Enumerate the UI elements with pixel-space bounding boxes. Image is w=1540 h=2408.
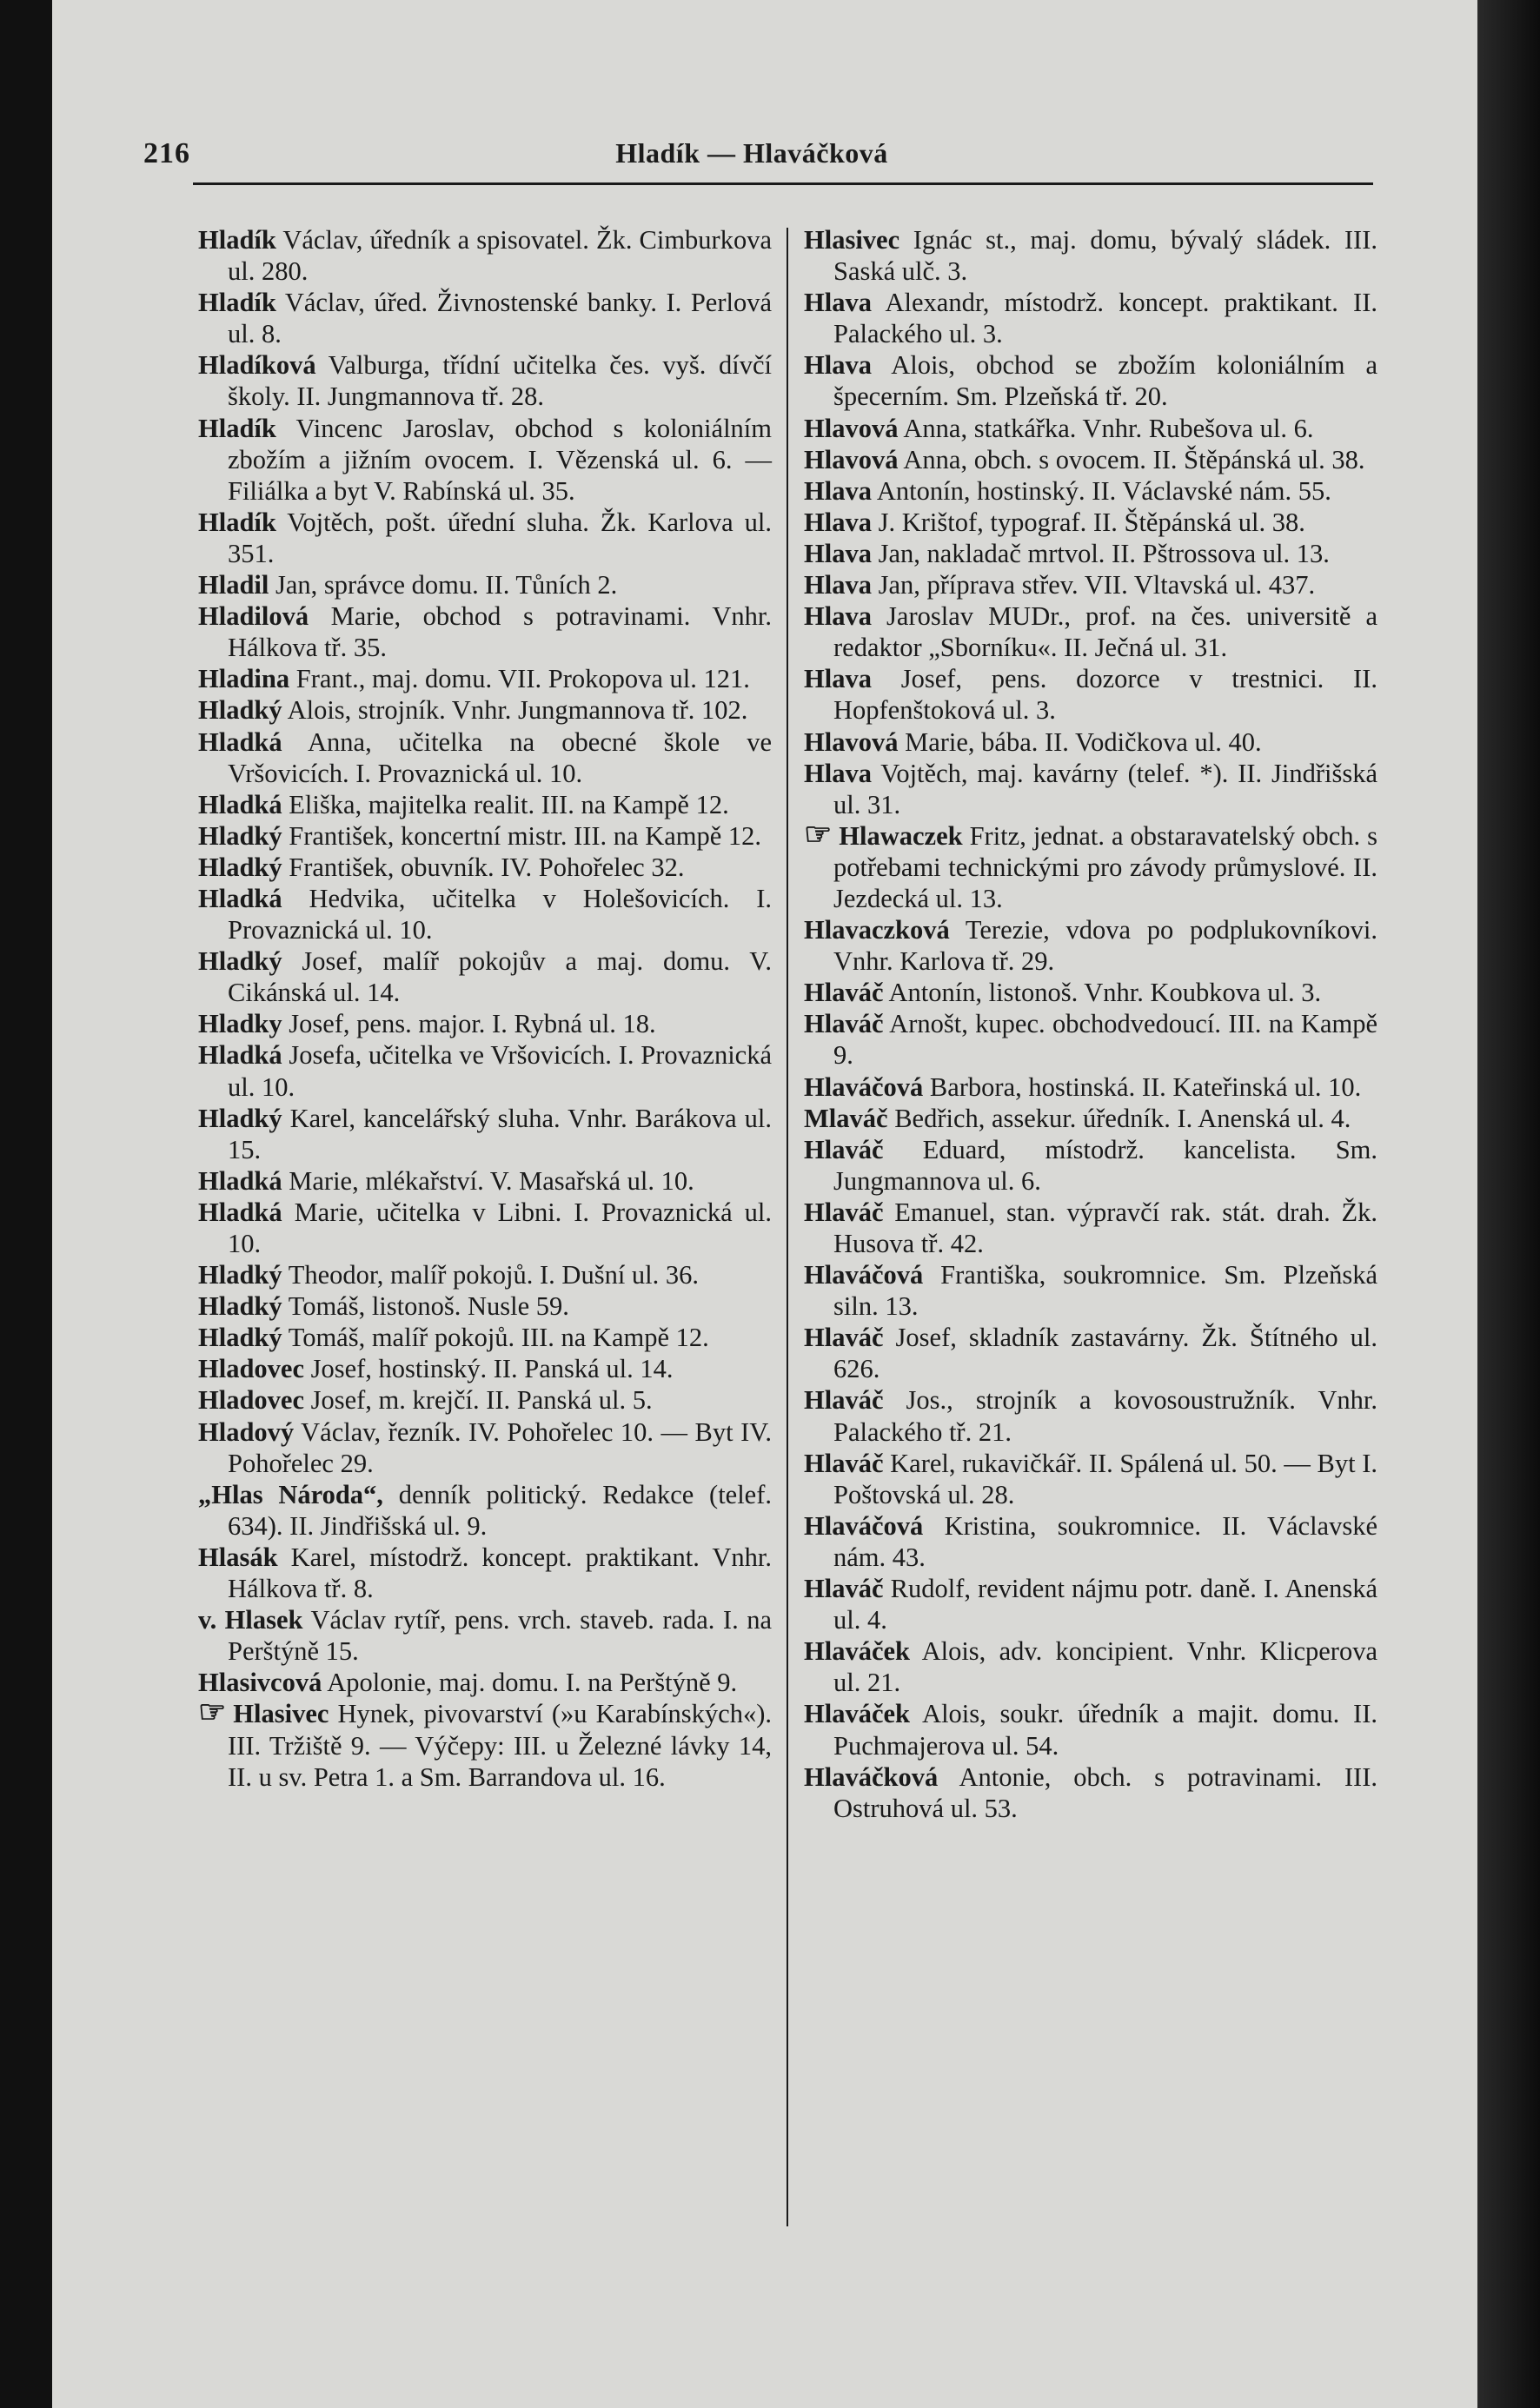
entry-details: Fritz, jednat. a obstaravatelský obch. s potřebami technickými pro závody průmyslové. II. Jezdecká ul. 13.: [833, 820, 1377, 913]
entry-details: Anna, statkářka. Vnhr. Rubešova ul. 6.: [898, 413, 1314, 443]
directory-entry: [198, 1008, 772, 1039]
entry-name: Hlavová: [804, 444, 899, 474]
entry-name: Hladká: [198, 1040, 282, 1071]
entry-details: Alois, strojník. Vnhr. Jungmannova tř. 102.: [282, 695, 748, 726]
entry-details: Terezie, vdova po podplukovníkovi. Vnhr. Karlova tř. 29.: [833, 915, 1377, 977]
entry-details: Marie, bába. II. Vodičkova ul. 40.: [898, 726, 1262, 757]
entry-name: Hlava: [804, 507, 872, 537]
directory-entry: [804, 1322, 1377, 1384]
directory-entry: [198, 1695, 772, 1792]
entry-name: Hlaváč: [804, 1448, 884, 1478]
entry-name: Hlava: [804, 570, 872, 600]
entry-details: Rudolf, revident nájmu potr. daně. I. Anenská ul. 4.: [833, 1574, 1377, 1635]
directory-entry: [198, 349, 772, 412]
directory-entry: [198, 945, 772, 1008]
entry-details: Františka, soukromnice. Sm. Plzeňská siln. 13.: [833, 1260, 1377, 1322]
directory-entry: [198, 569, 772, 600]
pointing-hand-icon: ☞: [198, 1695, 227, 1730]
entry-name: Hlasivcová: [198, 1668, 322, 1698]
directory-entry: [804, 977, 1377, 1008]
entry-details: Marie, mlékařství. V. Masařská ul. 10.: [282, 1165, 694, 1196]
entry-name: Hlava: [804, 664, 872, 694]
entry-name: „Hlas Národa“,: [198, 1479, 383, 1509]
entry-name: Hladovec: [198, 1354, 304, 1384]
directory-entry: [198, 1479, 772, 1542]
directory-entry: [804, 1448, 1377, 1510]
entry-name: Hladký: [198, 820, 282, 851]
entry-details: František, obuvník. IV. Pohořelec 32.: [282, 852, 685, 882]
page-header: [143, 137, 1360, 181]
directory-entry: [804, 758, 1377, 820]
entry-name: Hladík: [198, 413, 276, 443]
entry-details: Eduard, místodrž. kancelista. Sm. Jungmannova ul. 6.: [833, 1134, 1377, 1196]
entry-details: Jos., strojník a kovosoustružník. Vnhr. Palackého tř. 21.: [833, 1385, 1377, 1447]
directory-entry: [804, 1761, 1377, 1824]
directory-entry: [198, 1322, 772, 1353]
directory-entry: [198, 413, 772, 507]
entry-name: Hlaváček: [804, 1699, 910, 1729]
entry-details: Tomáš, listonoš. Nusle 59.: [282, 1291, 569, 1322]
book-spine-shadow: [1477, 0, 1540, 2408]
entry-name: Hlava: [804, 288, 872, 318]
entry-name: Hladil: [198, 570, 269, 600]
entry-name: Hladký: [198, 1103, 282, 1133]
entry-name: Mlaváč: [804, 1103, 888, 1133]
entry-name: Hladík: [198, 225, 276, 255]
entry-name: Hlaváčová: [804, 1510, 924, 1541]
entry-name: Hlasák: [198, 1542, 278, 1572]
directory-entry: [198, 507, 772, 569]
entry-details: Josefa, učitelka ve Vršovicích. I. Provaznická ul. 10.: [228, 1040, 772, 1102]
directory-entry: [198, 663, 772, 694]
directory-entry: [804, 816, 1377, 914]
entry-details: denník politický. Redakce (telef. 634). II. Jindřišská ul. 9.: [228, 1479, 772, 1541]
directory-entry: [804, 507, 1377, 538]
entry-details: Vojtěch, pošt. úřední sluha. Žk. Karlova ul. 351.: [228, 507, 772, 568]
directory-entry: [198, 1416, 772, 1479]
entry-details: Karel, rukavičkář. II. Spálená ul. 50. — Byt I. Poštovská ul. 28.: [833, 1448, 1377, 1509]
entry-details: Eliška, majitelka realit. III. na Kampě 12.: [282, 789, 729, 819]
directory-entry: [804, 1071, 1377, 1103]
entry-name: Hlasivec: [233, 1699, 329, 1729]
entry-details: Václav rytíř, pens. vrch. staveb. rada. I. na Perštýně 15.: [228, 1605, 772, 1667]
entry-details: Josef, skladník zastavárny. Žk. Štítného ul. 626.: [833, 1323, 1377, 1384]
entry-details: Bedřich, assekur. úředník. I. Anenská ul. 4.: [887, 1103, 1351, 1133]
entry-name: Hladká: [198, 883, 282, 913]
entry-details: Emanuel, stan. výpravčí rak. stát. drah. Žk. Husova tř. 42.: [833, 1197, 1377, 1258]
entry-details: Tomáš, malíř pokojů. III. na Kampě 12.: [282, 1323, 709, 1353]
directory-entry: [804, 444, 1377, 475]
entry-details: Jan, nakladač mrtvol. II. Pštrossova ul. 13.: [871, 538, 1330, 568]
entry-name: Hladilová: [198, 601, 309, 632]
entry-name: Hlava: [804, 350, 872, 381]
directory-entry: [804, 663, 1377, 726]
directory-entry: [804, 1573, 1377, 1635]
entry-details: Vojtěch, maj. kavárny (telef. *). II. Jindřišská ul. 31.: [833, 758, 1377, 819]
entry-name: Hlavová: [804, 726, 899, 757]
entry-name: Hlaváč: [804, 1574, 884, 1604]
directory-entry: [804, 224, 1377, 287]
entry-details: Apolonie, maj. domu. I. na Perštýně 9.: [322, 1668, 738, 1698]
directory-entry: [198, 1259, 772, 1290]
entry-details: Josef, pens. dozorce v trestnici. II. Hopfenštoková ul. 3.: [833, 664, 1377, 726]
entry-name: Hlasivec: [804, 225, 900, 255]
entry-details: Alois, obchod se zbožím koloniálním a špecerním. Sm. Plzeňská tř. 20.: [833, 350, 1377, 412]
directory-entry: [804, 413, 1377, 444]
entry-details: Jan, příprava střev. VII. Vltavská ul. 437.: [871, 570, 1316, 600]
entry-name: Hlaváčková: [804, 1761, 939, 1792]
directory-entry: [804, 726, 1377, 758]
entry-details: Josef, malíř pokojův a maj. domu. V. Cikánská ul. 14.: [228, 946, 772, 1008]
entry-name: Hlava: [804, 475, 872, 506]
left-column: [198, 224, 772, 1793]
directory-entry: [198, 789, 772, 820]
entry-name: Hladík: [198, 507, 276, 537]
entry-name: Hladký: [198, 1323, 282, 1353]
entry-name: Hlaváč: [804, 1009, 884, 1039]
directory-entry: [804, 287, 1377, 349]
entry-name: v. Hlasek: [198, 1605, 303, 1635]
directory-entry: [198, 1103, 772, 1165]
entry-details: J. Krištof, typograf. II. Štěpánská ul. 38.: [871, 507, 1305, 537]
directory-entry: [198, 726, 772, 789]
entry-details: Barbora, hostinská. II. Kateřinská ul. 10.: [923, 1071, 1362, 1102]
entry-details: Josef, hostinský. II. Panská ul. 14.: [304, 1354, 674, 1384]
directory-entry: [198, 1290, 772, 1322]
directory-entry: [198, 1604, 772, 1667]
entry-name: Hladká: [198, 726, 282, 757]
entry-details: Arnošt, kupec. obchodvedoucí. III. na Kampě 9.: [833, 1009, 1377, 1071]
entry-details: Hedvika, učitelka v Holešovicích. I. Provaznická ul. 10.: [228, 883, 772, 945]
entry-details: Kristina, soukromnice. II. Václavské nám. 43.: [833, 1510, 1377, 1572]
directory-entry: [198, 1667, 772, 1698]
directory-entry: [198, 1197, 772, 1259]
directory-entry: [198, 600, 772, 663]
pointing-hand-icon: ☞: [804, 816, 833, 852]
directory-entry: [804, 475, 1377, 507]
directory-entry: [804, 914, 1377, 977]
entry-name: Hladká: [198, 1197, 282, 1227]
column-divider: [787, 228, 788, 2226]
directory-entry: [198, 852, 772, 883]
entry-details: Karel, kancelářský sluha. Vnhr. Barákova ul. 15.: [228, 1103, 772, 1164]
entry-name: Hlavová: [804, 413, 899, 443]
page-number: 216: [143, 137, 190, 169]
entry-details: Antonín, listonoš. Vnhr. Koubkova ul. 3.: [883, 978, 1322, 1008]
entry-name: Hlavaczková: [804, 915, 950, 945]
entry-name: Hladina: [198, 664, 290, 694]
directory-entry: [804, 349, 1377, 412]
entry-details: Alexandr, místodrž. koncept. praktikant. II. Palackého ul. 3.: [833, 288, 1377, 349]
entry-name: Hlawaczek: [839, 820, 963, 851]
directory-entry: [198, 1039, 772, 1102]
entry-details: Václav, úřed. Živnostenské banky. I. Perlová ul. 8.: [228, 288, 772, 349]
entry-name: Hladký: [198, 1260, 282, 1290]
directory-entry: [198, 224, 772, 287]
directory-entry: [198, 287, 772, 349]
entry-details: Václav, úředník a spisovatel. Žk. Cimburkova ul. 280.: [228, 225, 772, 287]
entry-name: Hlaváček: [804, 1636, 910, 1667]
entry-name: Hladký: [198, 1291, 282, 1322]
entry-details: Alois, soukr. úředník a majit. domu. II. Puchmajerova ul. 54.: [833, 1699, 1377, 1761]
entry-name: Hlaváč: [804, 1323, 884, 1353]
entry-name: Hladový: [198, 1416, 295, 1447]
entry-name: Hladovec: [198, 1385, 304, 1416]
directory-entry: [804, 569, 1377, 600]
entry-details: František, koncertní mistr. III. na Kampě 12.: [282, 820, 762, 851]
entry-details: Hynek, pivovarství (»u Karabínských«). III. Tržiště 9. — Výčepy: III. u Železné lávky 14, II. u sv. Petra 1. a Sm. Barrandova ul. 16.: [228, 1699, 772, 1792]
directory-entry: [804, 1510, 1377, 1573]
running-head: Hladík — Hlaváčková: [615, 137, 888, 169]
entry-name: Hlaváč: [804, 1385, 884, 1416]
entry-details: Josef, m. krejčí. II. Panská ul. 5.: [304, 1385, 653, 1416]
directory-entry: [198, 1384, 772, 1416]
entry-name: Hladký: [198, 946, 282, 977]
entry-name: Hladík: [198, 288, 276, 318]
entry-details: Marie, obchod s potravinami. Vnhr. Hálkova tř. 35.: [228, 601, 772, 663]
entry-details: Karel, místodrž. koncept. praktikant. Vnhr. Hálkova tř. 8.: [228, 1542, 772, 1604]
entry-details: Josef, pens. major. I. Rybná ul. 18.: [282, 1009, 656, 1039]
entry-name: Hlaváč: [804, 1134, 884, 1164]
directory-entry: [198, 820, 772, 852]
entry-name: Hlava: [804, 758, 872, 788]
entry-name: Hladký: [198, 852, 282, 882]
entry-details: Vincenc Jaroslav, obchod s koloniálním zbožím a jižním ovocem. I. Vězenská ul. 6. — Filiálka a byt V. Rabínská ul. 35.: [228, 413, 772, 506]
entry-name: Hlaváčová: [804, 1260, 924, 1290]
entry-details: Valburga, třídní učitelka čes. vyš. dívčí školy. II. Jungmannova tř. 28.: [228, 350, 772, 412]
directory-entry: [804, 1259, 1377, 1322]
entry-details: Jan, správce domu. II. Tůních 2.: [269, 570, 618, 600]
entry-details: Jaroslav MUDr., prof. na čes. universitě a redaktor „Sborníku«. II. Ječná ul. 31.: [833, 601, 1377, 663]
entry-details: Theodor, malíř pokojů. I. Dušní ul. 36.: [282, 1260, 700, 1290]
entry-details: Anna, obch. s ovocem. II. Štěpánská ul. 38.: [898, 444, 1365, 474]
right-column: [804, 224, 1377, 1824]
entry-name: Hlava: [804, 601, 872, 632]
directory-entry: [198, 1353, 772, 1384]
directory-entry: [804, 1698, 1377, 1761]
header-rule: [193, 182, 1373, 185]
entry-details: Antonie, obch. s potravinami. III. Ostruhová ul. 53.: [833, 1761, 1377, 1823]
entry-name: Hladký: [198, 695, 282, 726]
entry-name: Hlaváčová: [804, 1071, 924, 1102]
directory-entry: [198, 1542, 772, 1604]
entry-name: Hladky: [198, 1009, 282, 1039]
directory-entry: [804, 1384, 1377, 1447]
entry-name: Hladíková: [198, 350, 316, 381]
entry-details: Anna, učitelka na obecné škole ve Vršovicích. I. Provaznická ul. 10.: [228, 726, 772, 788]
directory-entry: [804, 1103, 1377, 1134]
entry-details: Václav, řezník. IV. Pohořelec 10. — Byt IV. Pohořelec 29.: [228, 1416, 772, 1478]
entry-details: Ignác st., maj. domu, bývalý sládek. III. Saská ulč. 3.: [833, 225, 1377, 287]
directory-entry: [804, 600, 1377, 663]
directory-entry: [804, 1134, 1377, 1197]
directory-entry: [804, 1008, 1377, 1071]
entry-name: Hlaváč: [804, 978, 884, 1008]
directory-entry: [804, 1635, 1377, 1698]
directory-entry: [198, 883, 772, 945]
directory-entry: [804, 1197, 1377, 1259]
entry-name: Hladká: [198, 1165, 282, 1196]
entry-details: Frant., maj. domu. VII. Prokopova ul. 121.: [289, 664, 750, 694]
entry-details: Alois, adv. koncipient. Vnhr. Klicperova ul. 21.: [833, 1636, 1377, 1698]
entry-name: Hlaváč: [804, 1197, 884, 1227]
directory-entry: [198, 694, 772, 726]
entry-name: Hlava: [804, 538, 872, 568]
directory-entry: [804, 538, 1377, 569]
entry-details: Marie, učitelka v Libni. I. Provaznická ul. 10.: [228, 1197, 772, 1258]
entry-details: Antonín, hostinský. II. Václavské nám. 55.: [871, 475, 1331, 506]
directory-entry: [198, 1165, 772, 1197]
entry-name: Hladká: [198, 789, 282, 819]
